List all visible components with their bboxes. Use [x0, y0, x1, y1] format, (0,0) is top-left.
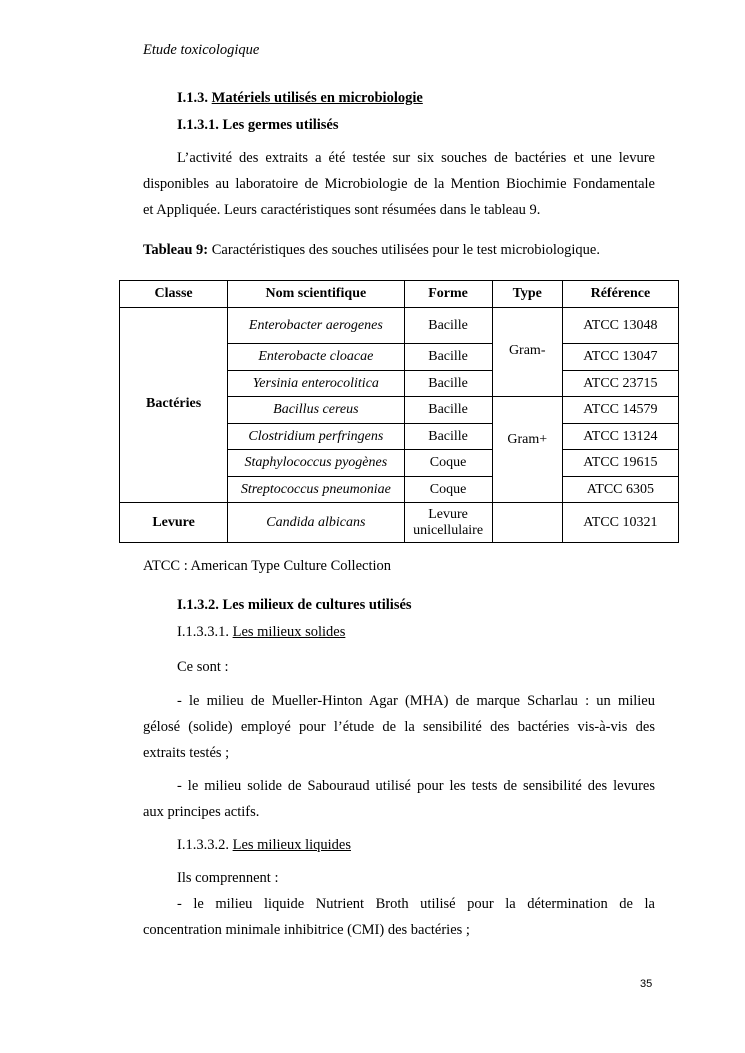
section-title: Les milieux solides — [232, 624, 346, 640]
sabouraud-line-2: aux principes actifs. — [143, 804, 260, 820]
nom-cell: Bacillus cereus — [228, 397, 404, 424]
table-row-levure — [120, 503, 679, 543]
header-nom: Nom scientifique — [228, 281, 404, 308]
nutrient-line-2: concentration minimale inhibitrice (CMI) des bactéries ; — [143, 922, 470, 938]
ref-cell: ATCC 23715 — [562, 371, 678, 397]
nutrient-line-1: - le milieu liquide Nutrient Broth utilisé pour la détermination de la — [177, 896, 655, 912]
running-header: Etude toxicologique — [143, 42, 260, 58]
germs-table — [119, 280, 679, 543]
header-classe: Classe — [120, 281, 228, 308]
forme-cell: Bacille — [404, 371, 492, 397]
ref-cell: ATCC 10321 — [562, 503, 678, 543]
nom-cell: Candida albicans — [228, 503, 404, 543]
mha-line-3: extraits testés ; — [143, 745, 230, 761]
forme-cell: Coque — [404, 477, 492, 503]
sabouraud-line-1: - le milieu solide de Sabouraud utilisé pour les tests de sensibilité des levures — [177, 778, 655, 794]
section-heading-liquides — [177, 837, 351, 854]
nom-cell: Enterobacter aerogenes — [228, 308, 404, 344]
forme-line-1: Levure — [428, 506, 468, 522]
forme-cell: Coque — [404, 450, 492, 477]
intro-line-3: et Appliquée. Leurs caractéristiques sont résumées dans le tableau 9. — [143, 202, 541, 218]
atcc-note: ATCC : American Type Culture Collection — [143, 558, 392, 574]
class-cell-bacteries: Bactéries — [120, 308, 228, 503]
type-cell-gram-minus: Gram- — [492, 308, 562, 397]
forme-cell: Bacille — [404, 397, 492, 424]
section-heading-1-1-3-2: I.1.3.2. Les milieux de cultures utilisés — [177, 597, 412, 613]
nom-cell: Enterobacte cloacae — [228, 344, 404, 371]
page-number: 35 — [640, 978, 653, 990]
ils-comprennent-text: Ils comprennent : — [177, 870, 279, 886]
ref-cell: ATCC 13047 — [562, 344, 678, 371]
ref-cell: ATCC 13048 — [562, 308, 678, 344]
type-cell-gram-plus: Gram+ — [492, 397, 562, 503]
forme-cell: Bacille — [404, 344, 492, 371]
ref-cell: ATCC 6305 — [562, 477, 678, 503]
nom-cell: Yersinia enterocolitica — [228, 371, 404, 397]
ref-cell: ATCC 14579 — [562, 397, 678, 424]
nom-cell: Clostridium perfringens — [228, 424, 404, 450]
table-caption — [143, 242, 600, 259]
table-row — [120, 308, 679, 344]
nom-cell: Staphylococcus pyogènes — [228, 450, 404, 477]
forme-cell: Bacille — [404, 308, 492, 344]
nom-cell: Streptococcus pneumoniae — [228, 477, 404, 503]
forme-cell — [404, 503, 492, 543]
section-number: I.1.3.3.2. — [177, 837, 233, 853]
ref-cell: ATCC 13124 — [562, 424, 678, 450]
forme-cell: Bacille — [404, 424, 492, 450]
class-cell-levure: Levure — [120, 503, 228, 543]
section-number: I.1.3. — [177, 90, 209, 106]
header-reference: Référence — [562, 281, 678, 308]
section-heading-1-1-3 — [177, 90, 423, 107]
section-number: I.1.3.3.1. — [177, 624, 233, 640]
section-heading-solides — [177, 624, 345, 641]
ce-sont-text: Ce sont : — [177, 659, 229, 675]
mha-line-1: - le milieu de Mueller-Hinton Agar (MHA) de marque Scharlau : un milieu — [177, 693, 655, 709]
section-heading-1-1-3-1: I.1.3.1. Les germes utilisés — [177, 117, 339, 133]
table-caption-text: Caractéristiques des souches utilisées pour le test microbiologique. — [208, 242, 600, 258]
intro-line-1: L’activité des extraits a été testée sur six souches de bactéries et une levure — [177, 150, 655, 166]
ref-cell: ATCC 19615 — [562, 450, 678, 477]
header-forme: Forme — [404, 281, 492, 308]
mha-line-2: gélosé (solide) employé pour l’étude de la sensibilité des bactéries vis-à-vis des — [143, 719, 655, 735]
section-title: Matériels utilisés en microbiologie — [211, 90, 423, 106]
forme-line-2: unicellulaire — [413, 522, 484, 538]
header-type: Type — [492, 281, 562, 308]
intro-line-2: disponibles au laboratoire de Microbiologie de la Mention Biochimie Fondamentale — [143, 176, 655, 192]
table-caption-label: Tableau 9: — [143, 242, 209, 258]
section-title: Les milieux liquides — [232, 837, 351, 853]
type-cell-empty — [492, 503, 562, 543]
table-header-row — [120, 281, 679, 308]
